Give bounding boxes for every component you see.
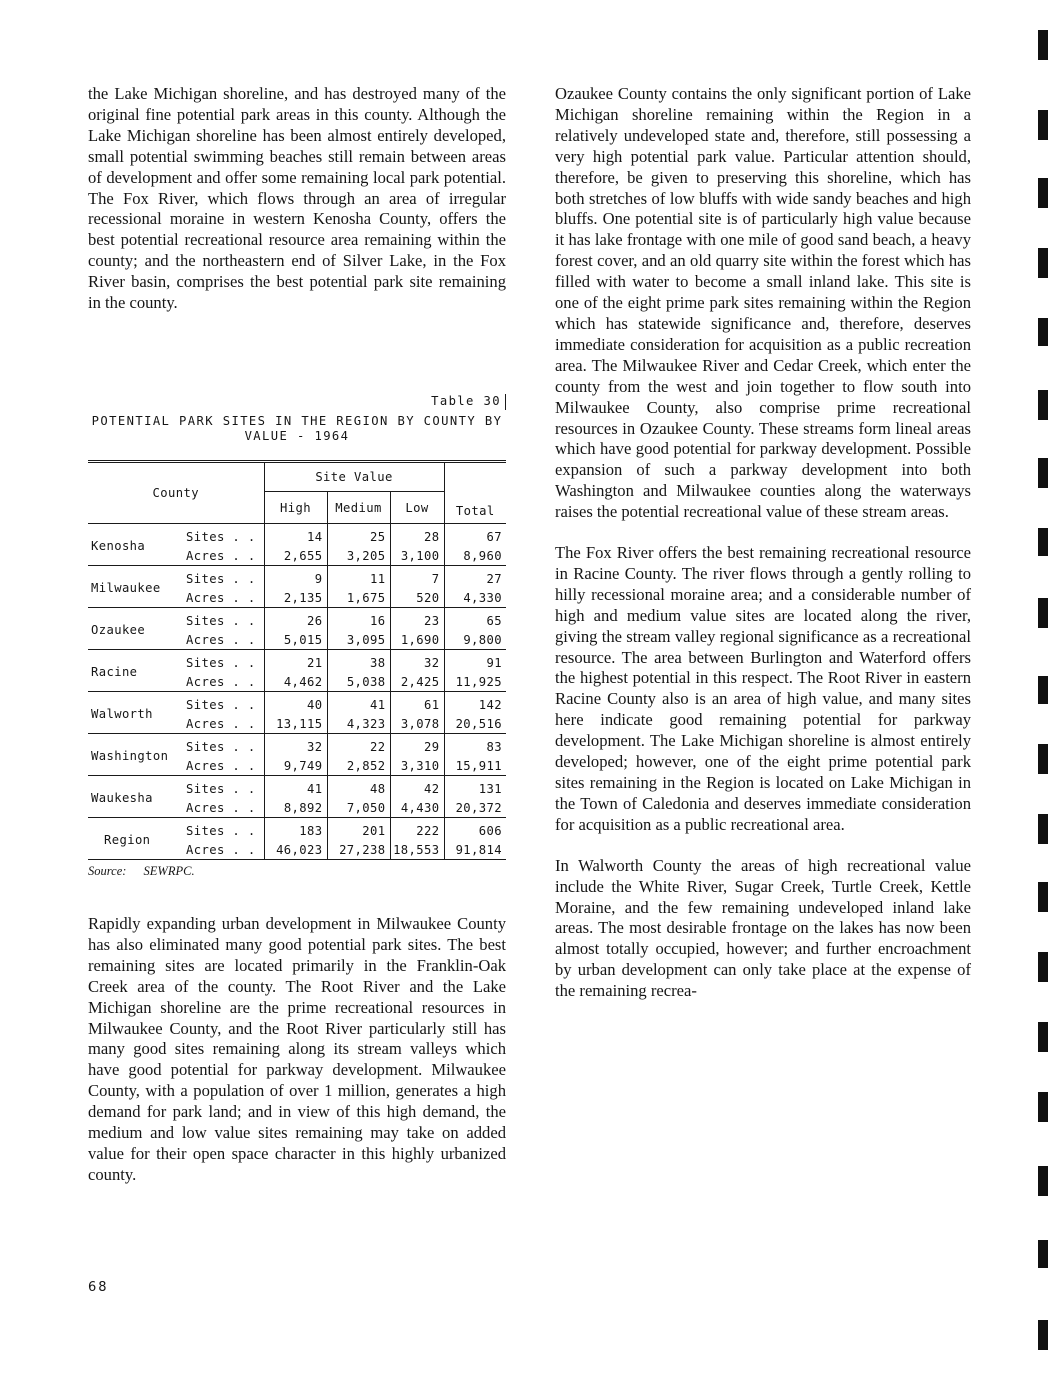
acres-cell: 46,023 (264, 840, 327, 860)
unit-label-sites: Sites . . (184, 692, 264, 715)
acres-cell: 4,430 (390, 798, 444, 818)
sites-cell: 9 (264, 566, 327, 589)
left-column (88, 84, 506, 314)
unit-label-acres: Acres . . (184, 714, 264, 734)
edge-mark (1038, 110, 1048, 140)
edge-mark (1038, 1022, 1048, 1052)
sites-cell: 27 (486, 571, 502, 586)
unit-label-acres: Acres . . (184, 798, 264, 818)
edge-mark (1038, 390, 1048, 420)
sites-cell: 22 (327, 734, 390, 757)
unit-label-sites: Sites . . (184, 650, 264, 673)
table-body (88, 524, 506, 860)
unit-label-sites: Sites . . (184, 608, 264, 631)
acres-cell: 4,330 (444, 588, 506, 608)
edge-mark (1038, 248, 1048, 278)
acres-cell: 4,323 (327, 714, 390, 734)
acres-cell: 3,078 (390, 714, 444, 734)
edge-mark (1038, 1092, 1048, 1122)
left-column-lower (88, 914, 506, 1186)
sites-cell: 61 (390, 692, 444, 715)
right-paragraph-2: The Fox River offers the best remaining recreational resource in Racine County. The river flows through a gently rolling to hilly recessional moraine area; and a considerable number of high and medium value sites are located along the river, giving the stream valley regional significance as a recreational resource. The area between Burlington and Waterford offers the highest potential in this respect. The Root River in eastern Racine County also is an area of high value, and many sites here indicate good remaining potential for parkway development. The Lake Michigan shoreline is almost entirely developed; however, one of the eight prime potential park sites remaining in the Region is located on Lake Michigan in the Town of Caledonia and deserves immediate consideration for acquisition as a public recreational area. (555, 543, 971, 834)
county-name: Region (88, 818, 184, 860)
unit-label-acres: Acres . . (184, 672, 264, 692)
acres-cell: 8,892 (264, 798, 327, 818)
sites-cell: 29 (390, 734, 444, 757)
edge-mark (1038, 178, 1048, 208)
edge-mark (1038, 318, 1048, 346)
sites-cell: 83 (486, 739, 502, 754)
sites-cell: 21 (264, 650, 327, 673)
county-name: Racine (88, 650, 184, 692)
header-low: Low (390, 492, 444, 524)
county-name: Milwaukee (88, 566, 184, 608)
acres-cell: 11,925 (444, 672, 506, 692)
sites-cell: 14 (264, 524, 327, 547)
acres-cell: 18,553 (390, 840, 444, 860)
sites-cell: 48 (327, 776, 390, 799)
unit-label-sites: Sites . . (184, 818, 264, 841)
edge-mark (1038, 1320, 1048, 1350)
sites-cell: 606 (478, 823, 502, 838)
sites-cell: 16 (327, 608, 390, 631)
table-row (88, 524, 506, 547)
county-name: Waukesha (88, 776, 184, 818)
table-caption (88, 394, 506, 445)
acres-cell: 27,238 (327, 840, 390, 860)
sites-cell: 23 (390, 608, 444, 631)
edge-mark (1038, 1166, 1048, 1196)
acres-cell: 91,814 (444, 840, 506, 860)
edge-mark (1038, 744, 1048, 774)
edge-mark (1038, 814, 1048, 844)
unit-label-acres: Acres . . (184, 840, 264, 860)
sites-cell: 131 (478, 781, 502, 796)
sites-cell: 42 (390, 776, 444, 799)
sites-cell: 7 (390, 566, 444, 589)
sites-cell: 91 (486, 655, 502, 670)
acres-cell: 5,015 (264, 630, 327, 650)
table-row (88, 650, 506, 673)
left-paragraph-2: Rapidly expanding urban development in Milwaukee County has also eliminated many good potential park sites. The best remaining sites are located primarily in the Franklin-Oak Creek area of the county. The Root River and the Lake Michigan shoreline are the prime recreational resources in Milwaukee County, and the Root River particularly still has many good sites remaining along its stream valleys which have good potential for parkway development. Milwaukee County, with a population of over 1 million, generates a high demand for park land; and in view of this high demand, the medium and low value sites remaining may take on added value for their open space character in this highly urbanized county. (88, 914, 506, 1184)
table-row (88, 818, 506, 841)
sites-cell: 11 (327, 566, 390, 589)
acres-cell: 2,135 (264, 588, 327, 608)
right-column (555, 84, 971, 1002)
county-name: Kenosha (88, 524, 184, 566)
sites-cell: 25 (327, 524, 390, 547)
acres-cell: 9,800 (444, 630, 506, 650)
table-source (88, 864, 195, 879)
page-number: 68 (88, 1280, 109, 1295)
acres-cell: 3,310 (390, 756, 444, 776)
edge-mark (1038, 528, 1048, 556)
acres-cell: 2,852 (327, 756, 390, 776)
source-value: SEWRPC. (143, 864, 195, 878)
acres-cell: 3,100 (390, 546, 444, 566)
county-name: Ozaukee (88, 608, 184, 650)
sites-cell: 28 (390, 524, 444, 547)
edge-mark (1038, 458, 1048, 488)
sites-cell: 40 (264, 692, 327, 715)
table-row (88, 776, 506, 799)
edge-mark (1038, 882, 1048, 912)
sites-cell: 32 (264, 734, 327, 757)
acres-cell: 9,749 (264, 756, 327, 776)
sites-cell: 65 (486, 613, 502, 628)
acres-cell: 4,462 (264, 672, 327, 692)
edge-mark (1038, 30, 1048, 60)
county-name: Walworth (88, 692, 184, 734)
sites-cell: 38 (327, 650, 390, 673)
unit-label-sites: Sites . . (184, 734, 264, 757)
sites-cell: 67 (486, 529, 502, 544)
edge-mark (1038, 676, 1048, 704)
table-row (88, 734, 506, 757)
table-title: POTENTIAL PARK SITES IN THE REGION BY COUNTY BY VALUE - 1964 (91, 413, 503, 444)
header-medium: Medium (327, 492, 390, 524)
sites-cell: 142 (478, 697, 502, 712)
acres-cell: 2,655 (264, 546, 327, 566)
header-high: High (264, 492, 327, 524)
acres-cell: 3,095 (327, 630, 390, 650)
header-county: County (88, 462, 264, 524)
unit-label-acres: Acres . . (184, 630, 264, 650)
edge-mark (1038, 1240, 1048, 1268)
unit-label-sites: Sites . . (184, 776, 264, 799)
sites-cell: 222 (390, 818, 444, 841)
unit-label-acres: Acres . . (184, 756, 264, 776)
table-number: Table 30 (88, 394, 506, 410)
sites-cell: 41 (264, 776, 327, 799)
acres-cell: 15,911 (444, 756, 506, 776)
sites-cell: 26 (264, 608, 327, 631)
acres-cell: 8,960 (444, 546, 506, 566)
edge-mark (1038, 598, 1048, 628)
unit-label-acres: Acres . . (184, 546, 264, 566)
acres-cell: 2,425 (390, 672, 444, 692)
sites-cell: 41 (327, 692, 390, 715)
unit-label-acres: Acres . . (184, 588, 264, 608)
sites-cell: 201 (327, 818, 390, 841)
unit-label-sites: Sites . . (184, 524, 264, 547)
acres-cell: 13,115 (264, 714, 327, 734)
table-row (88, 608, 506, 631)
header-site-value: Site Value (264, 462, 444, 492)
acres-cell: 520 (390, 588, 444, 608)
header-total: Total (444, 462, 506, 524)
table-30 (88, 394, 506, 878)
right-paragraph-1: Ozaukee County contains the only significant portion of Lake Michigan shoreline remaining within the Region in a relatively undeveloped state and, therefore, still possessing a very high potential park value. Particular attention should, therefore, be given to preserving this shoreline, which has both stretches of low bluffs with wide sandy beaches and high bluffs. One potential site is of particularly high value because it has lake frontage with one mile of good sand beach, a heavy forest cover, and an old quarry site within the forest which has filled with water to become a small inland lake. This site is one of the eight prime park sites remaining within the Region which has statewide significance and, therefore, deserves immediate consideration for acquisition as a public recreation area. The Milwaukee River and Cedar Creek, which enter the county from the west and join together to flow south into Milwaukee County, also comprise prime recreational resources in Ozaukee County. These streams form lineal areas which have good potential for parkway development. Possible expansion of such a parkway development into both Washington and Milwaukee counties along the waterways raises the potential recreational value of these stream areas. (555, 84, 971, 522)
table-row (88, 692, 506, 715)
acres-cell: 20,372 (444, 798, 506, 818)
county-name: Washington (88, 734, 184, 776)
acres-cell: 7,050 (327, 798, 390, 818)
source-label: Source: (88, 864, 127, 878)
edge-mark (1038, 952, 1048, 982)
acres-cell: 5,038 (327, 672, 390, 692)
acres-cell: 3,205 (327, 546, 390, 566)
left-paragraph-1: the Lake Michigan shoreline, and has destroyed many of the original fine potential park areas in this county. Although the Lake Michigan shoreline has been almost entirely developed, small potential swimming beaches still remain between areas of development and offer some remaining local park potential. The Fox River, which flows through an area of irregular recessional moraine in western Kenosha County, offers the best potential recreational resource area remaining within the county; and the northeastern end of Silver Lake, in the Fox River basin, comprises the best potential park site remaining in the county. (88, 84, 506, 313)
data-table (88, 460, 506, 860)
acres-cell: 1,675 (327, 588, 390, 608)
table-row (88, 566, 506, 589)
unit-label-sites: Sites . . (184, 566, 264, 589)
acres-cell: 1,690 (390, 630, 444, 650)
acres-cell: 20,516 (444, 714, 506, 734)
sites-cell: 32 (390, 650, 444, 673)
sites-cell: 183 (264, 818, 327, 841)
right-paragraph-3: In Walworth County the areas of high recreational value include the White River, Sugar Creek, Turtle Creek, Kettle Moraine, and the few remaining undeveloped inland lake areas. The most desirable frontage on the lakes has now been almost totally occupied, however; and further encroachment by urban development can only take place at the expense of the remaining recrea- (555, 855, 971, 1001)
